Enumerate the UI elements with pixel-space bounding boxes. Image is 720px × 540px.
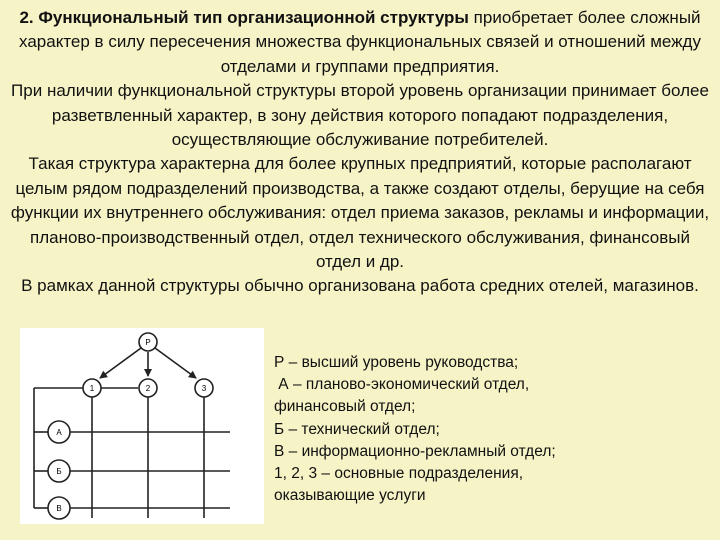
paragraph-1-body: приобретает более сложный характер в силу пересечения множества функциональных связей и отношений между отделами и группами предприятия. [19,8,701,76]
paragraph-1 [8,6,712,79]
org-structure-diagram [20,328,264,524]
org-diagram-svg [20,328,264,524]
paragraph-4: В рамках данной структуры обычно организована работа средних отелей, магазинов. [21,276,699,296]
legend-line-1: Р – высший уровень руководства; [274,354,519,371]
diagram-legend [274,352,714,507]
legend-line-3: финансовый отдел; [274,398,416,416]
legend-line-6: 1, 2, 3 – основные подразделения, [274,465,524,483]
top-node [139,333,157,351]
function-node-a [34,421,70,443]
function-node-v-label: В [56,504,62,513]
unit-node-3-label: 3 [201,384,207,393]
paragraph-2: При наличии функциональной структуры второй уровень организации принимает более разветвленный характер, в зону действия которого попадают подразделения, осуществляющие обслуживание потребителей. [11,81,709,150]
unit-node-1-label: 1 [89,384,95,393]
function-node-v [34,497,70,519]
function-node-b [34,460,70,482]
paragraph-3: Такая структура характерна для более крупных предприятий, которые располагают целым рядом подразделений производства, а также создают отделы, берущие на себя функции их внутреннего обслуживания: отдел приема заказов, рекламы и информации, планово-производственный отдел, отдел технического обслуживания, финансовый отдел и др. [10,154,710,272]
paragraph-1-heading: 2. Функциональный тип организационной структуры [19,8,469,27]
arrow-p-3 [155,348,196,378]
function-node-b-label: Б [56,467,62,476]
legend-line-4: Б – технический отдел; [274,420,440,438]
unit-node-3 [195,379,213,397]
function-node-a-label: А [56,428,62,437]
unit-node-2 [139,379,157,397]
legend-line-2: А – планово-экономический отдел, [274,376,530,394]
legend-line-5: В – информационно-рекламный отдел; [274,442,556,460]
arrow-p-1 [100,348,141,378]
top-node-label: Р [145,338,151,347]
unit-node-1 [83,379,101,397]
legend-line-7: оказывающие услуги [274,487,426,505]
unit-node-2-label: 2 [145,384,151,393]
main-text [8,6,712,299]
